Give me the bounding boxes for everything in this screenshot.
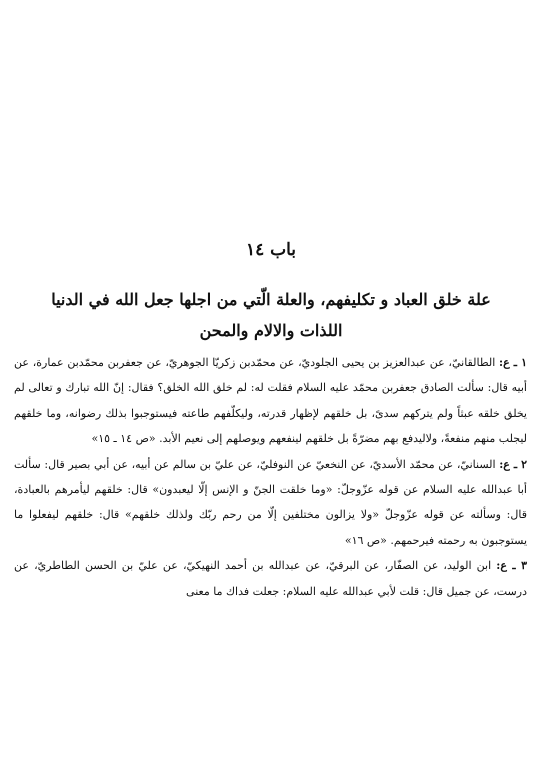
hadith-paragraph [14,452,527,554]
hadith-number: ٣ ـ ع: [496,559,527,573]
hadith-paragraph [14,553,527,604]
hadith-number: ١ ـ ع: [499,356,527,369]
chapter-heading: باب ١٤ [245,240,297,260]
body-text [14,350,527,604]
hadith-number: ٢ ـ ع: [499,457,527,471]
hadith-text: السنانيّ، عن محمّد الأسديّ، عن النخعيّ عن النوفليّ، عن عليّ بن سالم عن أبيه، عن أبي بصير قال: سألت أبا عبدالله عليه السلام عن قوله عزّوجلّ: «وما خلقت الجنّ و الإنس إلّا ليعبدون» قال: خلقهم ليأمرهم بالعبادة، قال: وسألته عن قوله عزّوجلّ «ولا يزالون مختلفين إلّا من رحم ربّك ولذلك خلقهم» قال: خلقهم ليفعلوا ما يستوجبون به رحمته فيرحمهم. «ص ١٦» [14,457,527,547]
hadith-text: ابن الوليد، عن الصفّار، عن البرقيّ، عن عبدالله بن أحمد النهيكيّ، عن عليّ بن الحسن الطاطريّ، عن درست، عن جميل قال: قلت لأبي عبدالله عليه السلام: جعلت فداك ما معنى [14,559,527,598]
hadith-text: الطالقانيّ، عن عبدالعزيز بن يحيى الجلوديّ، عن محمّدبن زكريّا الجوهريّ، عن جعفربن محمّدبن عمارة، عن أبيه قال: سألت الصادق جعفربن محمّد عليه السلام فقلت له: لم خلق الله الخلق؟ فقال: إنّ الله تبارك و تعالى لم يخلق خلقه عبثاً ولم يتركهم سدىً، بل خلقهم لإظهار قدرته، وليكلّفهم طاعته فيستوجبوا بذلك رضوانه، وما خلقهم ليجلب منهم منفعةً، ولاليدفع بهم مضرّةً بل خلقهم لينفعهم ويوصلهم إلى نعيم الأبد. «ص ١٤ ـ ١٥» [14,356,527,446]
chapter-title: علة خلق العباد و تكليفهم، والعلة الّتي من اجلها جعل الله في الدنيا اللذات والالام والمحن [51,290,491,340]
hadith-paragraph [14,350,527,452]
